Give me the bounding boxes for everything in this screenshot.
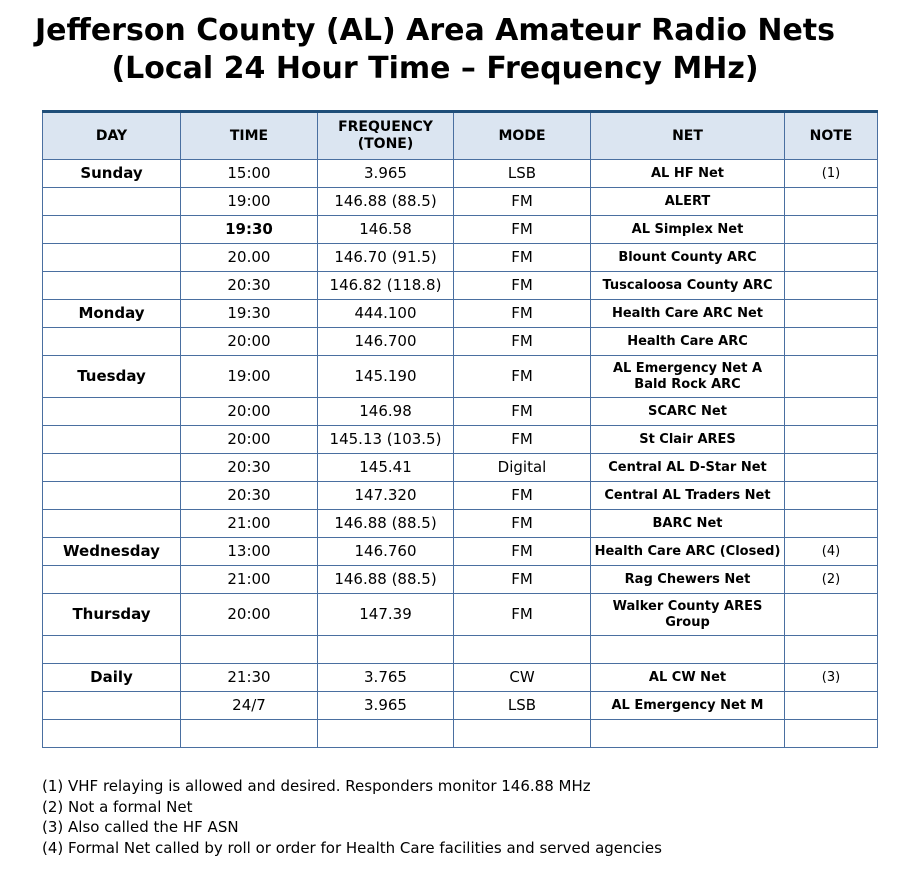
time-cell: 19:30 <box>181 300 318 328</box>
table-row <box>43 216 878 244</box>
net-cell: BARC Net <box>591 510 785 538</box>
frequency-cell: 3.765 <box>318 664 454 692</box>
frequency-cell: 3.965 <box>318 692 454 720</box>
time-cell: 20:00 <box>181 328 318 356</box>
net-cell: AL CW Net <box>591 664 785 692</box>
net-cell-line2: Bald Rock ARC <box>634 376 741 392</box>
note-cell <box>785 244 878 272</box>
table-row <box>43 356 878 398</box>
frequency-cell: 146.760 <box>318 538 454 566</box>
day-cell <box>43 636 181 664</box>
net-cell: ALERT <box>591 188 785 216</box>
day-cell <box>43 566 181 594</box>
day-cell: Thursday <box>43 594 181 636</box>
net-cell-line1: Walker County ARES <box>612 598 763 614</box>
header-frequency-line2: (TONE) <box>357 136 414 152</box>
table-row <box>43 300 878 328</box>
day-cell <box>43 482 181 510</box>
net-cell: Blount County ARC <box>591 244 785 272</box>
frequency-cell: 146.70 (91.5) <box>318 244 454 272</box>
time-cell: 19:00 <box>181 356 318 398</box>
day-cell <box>43 328 181 356</box>
page-title: Jefferson County (AL) Area Amateur Radio Nets <box>35 13 835 48</box>
note-cell <box>785 300 878 328</box>
mode-cell: LSB <box>454 160 591 188</box>
mode-cell: FM <box>454 300 591 328</box>
mode-cell: FM <box>454 538 591 566</box>
note-cell <box>785 188 878 216</box>
net-cell <box>591 594 785 636</box>
table-row <box>43 272 878 300</box>
note-cell <box>785 594 878 636</box>
mode-cell <box>454 720 591 748</box>
time-cell: 20.00 <box>181 244 318 272</box>
time-cell: 20:00 <box>181 594 318 636</box>
net-cell: Rag Chewers Net <box>591 566 785 594</box>
table-row <box>43 454 878 482</box>
day-cell: Monday <box>43 300 181 328</box>
day-cell <box>43 454 181 482</box>
net-cell <box>591 636 785 664</box>
frequency-cell: 146.88 (88.5) <box>318 566 454 594</box>
mode-cell: FM <box>454 482 591 510</box>
net-cell: Central AL D-Star Net <box>591 454 785 482</box>
note-cell <box>785 636 878 664</box>
time-cell <box>181 720 318 748</box>
time-cell: 20:30 <box>181 482 318 510</box>
table-row <box>43 566 878 594</box>
table-body <box>43 160 878 748</box>
net-cell-line1: AL Emergency Net A <box>612 360 763 376</box>
mode-cell: FM <box>454 566 591 594</box>
day-cell <box>43 216 181 244</box>
frequency-cell: 145.41 <box>318 454 454 482</box>
mode-cell: FM <box>454 216 591 244</box>
net-cell <box>591 356 785 398</box>
header-mode: MODE <box>454 112 591 160</box>
note-cell <box>785 510 878 538</box>
time-cell: 19:30 <box>181 216 318 244</box>
header-frequency-line1: FREQUENCY <box>338 119 433 135</box>
note-cell <box>785 216 878 244</box>
mode-cell: LSB <box>454 692 591 720</box>
frequency-cell: 146.88 (88.5) <box>318 510 454 538</box>
net-cell: Health Care ARC (Closed) <box>591 538 785 566</box>
frequency-cell: 3.965 <box>318 160 454 188</box>
table-row <box>43 510 878 538</box>
day-cell: Tuesday <box>43 356 181 398</box>
net-cell: AL Simplex Net <box>591 216 785 244</box>
note-cell <box>785 328 878 356</box>
time-cell: 21:00 <box>181 566 318 594</box>
table-row <box>43 664 878 692</box>
net-cell: Central AL Traders Net <box>591 482 785 510</box>
frequency-cell: 146.58 <box>318 216 454 244</box>
page-subtitle: (Local 24 Hour Time – Frequency MHz) <box>111 51 759 86</box>
table-row <box>43 160 878 188</box>
time-cell: 20:00 <box>181 398 318 426</box>
frequency-cell: 146.82 (118.8) <box>318 272 454 300</box>
net-cell: Health Care ARC <box>591 328 785 356</box>
table-row <box>43 636 878 664</box>
net-cell: St Clair ARES <box>591 426 785 454</box>
mode-cell: Digital <box>454 454 591 482</box>
time-cell: 15:00 <box>181 160 318 188</box>
note-cell <box>785 398 878 426</box>
frequency-cell <box>318 636 454 664</box>
frequency-cell: 146.88 (88.5) <box>318 188 454 216</box>
footnote-4: (4) Formal Net called by roll or order for Health Care facilities and served agencies <box>42 838 662 857</box>
day-cell <box>43 426 181 454</box>
day-cell: Sunday <box>43 160 181 188</box>
table-row <box>43 188 878 216</box>
frequency-cell <box>318 720 454 748</box>
mode-cell: CW <box>454 664 591 692</box>
table-header-row <box>43 112 878 160</box>
time-cell: 19:00 <box>181 188 318 216</box>
table-row <box>43 398 878 426</box>
day-cell <box>43 272 181 300</box>
time-cell: 20:00 <box>181 426 318 454</box>
frequency-cell: 145.13 (103.5) <box>318 426 454 454</box>
table-row <box>43 720 878 748</box>
time-cell: 20:30 <box>181 454 318 482</box>
mode-cell: FM <box>454 244 591 272</box>
frequency-cell: 145.190 <box>318 356 454 398</box>
header-frequency <box>318 112 454 160</box>
footnote-2: (2) Not a formal Net <box>42 797 193 816</box>
nets-table <box>42 110 878 748</box>
time-cell <box>181 636 318 664</box>
time-cell: 13:00 <box>181 538 318 566</box>
net-cell: Health Care ARC Net <box>591 300 785 328</box>
mode-cell: FM <box>454 510 591 538</box>
mode-cell: FM <box>454 272 591 300</box>
footnote-1: (1) VHF relaying is allowed and desired. Responders monitor 146.88 MHz <box>42 777 591 795</box>
note-cell <box>785 482 878 510</box>
time-cell: 21:30 <box>181 664 318 692</box>
note-cell <box>785 356 878 398</box>
day-cell <box>43 692 181 720</box>
frequency-cell: 146.98 <box>318 398 454 426</box>
table-row <box>43 328 878 356</box>
frequency-cell: 147.320 <box>318 482 454 510</box>
note-cell <box>785 426 878 454</box>
time-cell: 20:30 <box>181 272 318 300</box>
header-net: NET <box>591 112 785 160</box>
frequency-cell: 147.39 <box>318 594 454 636</box>
note-cell: (2) <box>785 566 878 594</box>
frequency-cell: 444.100 <box>318 300 454 328</box>
note-cell: (1) <box>785 160 878 188</box>
table-row <box>43 692 878 720</box>
net-cell: Tuscaloosa County ARC <box>591 272 785 300</box>
day-cell <box>43 398 181 426</box>
footnotes <box>42 776 662 858</box>
mode-cell: FM <box>454 594 591 636</box>
time-cell: 21:00 <box>181 510 318 538</box>
day-cell: Daily <box>43 664 181 692</box>
frequency-cell: 146.700 <box>318 328 454 356</box>
header-day: DAY <box>43 112 181 160</box>
day-cell: Wednesday <box>43 538 181 566</box>
note-cell <box>785 720 878 748</box>
note-cell: (3) <box>785 664 878 692</box>
note-cell <box>785 272 878 300</box>
table-row <box>43 538 878 566</box>
table-row <box>43 594 878 636</box>
table-row <box>43 426 878 454</box>
time-cell: 24/7 <box>181 692 318 720</box>
day-cell <box>43 188 181 216</box>
footnote-3: (3) Also called the HF ASN <box>42 818 239 836</box>
note-cell <box>785 692 878 720</box>
day-cell <box>43 244 181 272</box>
table-row <box>43 244 878 272</box>
mode-cell: FM <box>454 356 591 398</box>
net-cell-line2: Group <box>665 614 710 630</box>
header-time: TIME <box>181 112 318 160</box>
mode-cell: FM <box>454 328 591 356</box>
mode-cell <box>454 636 591 664</box>
net-cell: AL HF Net <box>591 160 785 188</box>
net-cell: SCARC Net <box>591 398 785 426</box>
mode-cell: FM <box>454 426 591 454</box>
header-note: NOTE <box>785 112 878 160</box>
day-cell <box>43 510 181 538</box>
net-cell: AL Emergency Net M <box>591 692 785 720</box>
note-cell: (4) <box>785 538 878 566</box>
note-cell <box>785 454 878 482</box>
day-cell <box>43 720 181 748</box>
net-cell <box>591 720 785 748</box>
mode-cell: FM <box>454 398 591 426</box>
mode-cell: FM <box>454 188 591 216</box>
table-row <box>43 482 878 510</box>
